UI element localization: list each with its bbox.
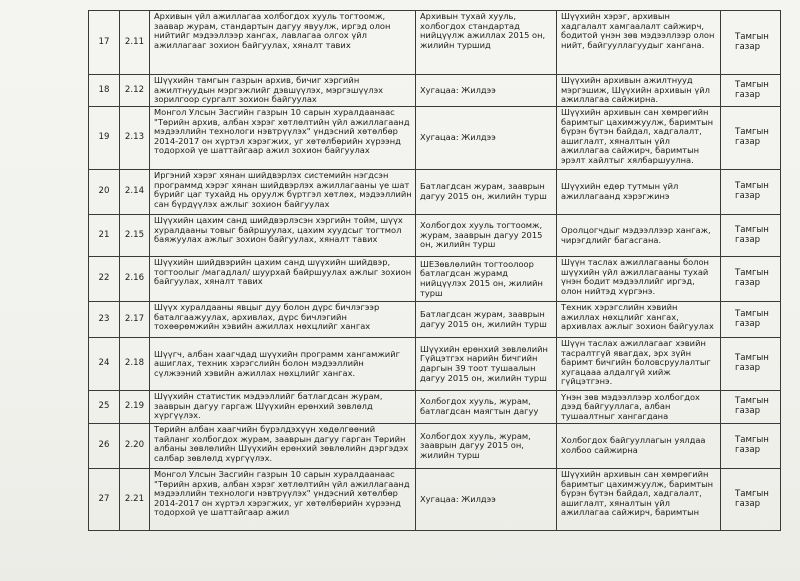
item-code: 2.21 xyxy=(120,469,150,531)
responsible-unit: Тамгын газар xyxy=(721,107,781,170)
row-number: 17 xyxy=(89,11,120,75)
row-number: 20 xyxy=(89,170,120,215)
row-number: 21 xyxy=(89,215,120,257)
source-text: Шүүхийн ерөнхий зөвлөлийн Гүйцэтгэх нарийн бичгийн даргын 39 тоот тушаалын дагуу 2015 он, жилийн турш xyxy=(416,338,557,391)
responsible-unit: Тамгын газар xyxy=(721,302,781,338)
row-number: 22 xyxy=(89,257,120,302)
responsible-unit: Тамгын газар xyxy=(721,11,781,75)
table-row xyxy=(89,107,781,170)
responsible-unit: Тамгын газар xyxy=(721,75,781,107)
table-row xyxy=(89,215,781,257)
source-text: Холбогдох хууль, журам, батлагдсан маягтын дагуу xyxy=(416,391,557,424)
item-code: 2.13 xyxy=(120,107,150,170)
responsible-unit: Тамгын газар xyxy=(721,338,781,391)
outcome-text: Үнэн зөв мэдээллээр холбогдох дээд байгууллага, албан тушаалтныг хангагдана xyxy=(557,391,721,424)
row-number: 26 xyxy=(89,424,120,469)
outcome-text: Шүүхийн архивын ажилтнууд мэргэшиж, Шүүхийн архивын үйл ажиллагаа сайжирна. xyxy=(557,75,721,107)
item-code: 2.17 xyxy=(120,302,150,338)
item-code: 2.16 xyxy=(120,257,150,302)
measure-text: Шүүхийн статистик мэдээллийг батлагдсан журам, зааврын дагуу гаргаж Шүүхийн ерөнхий зөвлөлд хүргүүлэх. xyxy=(150,391,416,424)
row-number: 27 xyxy=(89,469,120,531)
item-code: 2.14 xyxy=(120,170,150,215)
responsible-unit: Тамгын газар xyxy=(721,215,781,257)
outcome-text: Шүүхийн едөр тутмын үйл ажиллагаанд хэрэгжинэ xyxy=(557,170,721,215)
item-code: 2.19 xyxy=(120,391,150,424)
source-text: Холбогдох хууль тогтоомж, журам, зааврын дагуу 2015 он, жилийн турш xyxy=(416,215,557,257)
item-code: 2.18 xyxy=(120,338,150,391)
measure-text: Шүүгч, албан хаагчдад шүүхийн программ хангамжийг ашиглах, техник хэрэгслийн болон мэдээллийн сүлжээний хэвийн ажиллах нөхцлийг хангах. xyxy=(150,338,416,391)
source-text: Архивын тухай хууль, холбогдох стандартад нийцүүлж ажиллах 2015 он, жилийн туршид xyxy=(416,11,557,75)
outcome-text: Шүүхийн архивын сан хөмрөгийн баримтыг цахимжуулж, баримтын бүрэн бүтэн байдал, хадгалалт, ашиглалт, хяналтын үйл ажиллагаа сайжирч, баримтын xyxy=(557,469,721,531)
measure-text: Архивын үйл ажиллагаа холбогдох хууль тогтоомж, заавар журам, стандартын дагуу явуулж, иргэд олон нийтийг мэдээллээр хангах, лавлагаа олгох үйл ажиллагааг зохион байгуулах, хяналт тавих xyxy=(150,11,416,75)
action-plan-table xyxy=(88,10,781,531)
source-text: ШЕЗөвлөлийн тогтоолоор батлагдсан журамд нийцүүлэх 2015 он, жилийн турш xyxy=(416,257,557,302)
responsible-unit: Тамгын газар xyxy=(721,391,781,424)
outcome-text: Техник хэрэгслийн хэвийн ажиллах нөхцлийг хангах, архивлах ажлыг зохион байгуулах xyxy=(557,302,721,338)
table-row xyxy=(89,170,781,215)
row-number: 19 xyxy=(89,107,120,170)
item-code: 2.12 xyxy=(120,75,150,107)
outcome-text: Холбогдох байгууллагын уялдаа холбоо сайжирна xyxy=(557,424,721,469)
measure-text: Монгол Улсын Засгийн газрын 10 сарын хуралдаанаас "Төрийн архив, албан хэрэг хөтлөлтийн үйл ажиллагаанд мэдээллийн технологи нэвтрүүлэх" үндэсний хөтөлбөр 2014-2017 он хүртэл хэрэгжих, уг хөтөлбөрийн хүрээнд тодорхой үе шаттайгаар ажил xyxy=(150,469,416,531)
outcome-text: Шүүхийн архивын сан хөмрөгийн баримтыг цахимжуулж, баримтын бүрэн бүтэн байдал, хадгалалт, ашиглалт, хяналтын үйл ажиллагаа сайжирч, баримтын эрэлт хайлтыг хялбаршуулна. xyxy=(557,107,721,170)
row-number: 24 xyxy=(89,338,120,391)
item-code: 2.20 xyxy=(120,424,150,469)
item-code: 2.15 xyxy=(120,215,150,257)
measure-text: Шүүхийн тамгын газрын архив, бичиг хэргийн ажилтнуудын мэргэжлийг дэвшүүлэх, мэргэшүүлэх зорилгоор сургалт зохион байгуулах xyxy=(150,75,416,107)
source-text: Батлагдсан журам, зааврын дагуу 2015 он, жилийн турш xyxy=(416,302,557,338)
outcome-text: Оролцогчдыг мэдээллээр хангаж, чирэгдлийг багасгана. xyxy=(557,215,721,257)
measure-text: Шүүх хуралдааны явцыг дуу болон дүрс бичлэгээр баталгаажуулах, архивлах, дүрс бичлэгийн тохөөрөмжийн хэвийн ажиллах нөхцлийг хангах xyxy=(150,302,416,338)
outcome-text: Шүүн таслах ажиллагааг хэвийн тасралтгүй явагдах, эрх зүйн баримт бичгийн боловсруулалтыг хугацааа алдалгүй хийж гүйцэтгэнэ. xyxy=(557,338,721,391)
responsible-unit: Тамгын газар xyxy=(721,424,781,469)
table-row xyxy=(89,302,781,338)
item-code: 2.11 xyxy=(120,11,150,75)
row-number: 18 xyxy=(89,75,120,107)
measure-text: Монгол Улсын Засгийн газрын 10 сарын хуралдаанаас "Төрийн архив, албан хэрэг хөтлөлтийн үйл ажиллагаанд мэдээллийн технологи нэвтрүүлэх" үндэсний хөтөлбөр 2014-2017 он хүртэл хэрэгжих, уг хөтөлбөрийн хүрээнд тодорхой үе шаттайгаар ажил зохион байгуулах xyxy=(150,107,416,170)
measure-text: Шүүхийн шийдвэрийн цахим санд шүүхийн шийдвэр, тогтоолыг /магадлал/ шуурхай байршуулах ажлыг зохион байгуулах, хяналт тавих xyxy=(150,257,416,302)
measure-text: Шүүхийн цахим санд шийдвэрлэсэн хэргийн тойм, шүүх хуралдааны товыг байршуулах, цахим хуудсыг тогтмол баяжуулах ажлыг зохион байгуулах, хяналт тавих xyxy=(150,215,416,257)
source-text: Батлагдсан журам, зааврын дагуу 2015 он, жилийн турш xyxy=(416,170,557,215)
row-number: 25 xyxy=(89,391,120,424)
table-row xyxy=(89,338,781,391)
source-text: Холбогдох хууль, журам, зааврын дагуу 2015 он, жилийн турш xyxy=(416,424,557,469)
source-text: Хугацаа: Жилдээ xyxy=(416,107,557,170)
table-row xyxy=(89,75,781,107)
table-body xyxy=(89,11,781,531)
source-text: Хугацаа: Жилдээ xyxy=(416,75,557,107)
measure-text: Иргэний хэрэг хянан шийдвэрлэх системийн нэгдсэн программд хэрэг хянан шийдвэрлэх ажиллагааны үе шат бүрийг цаг тухайд нь оруулж бүртгэл хөтлөх, мэдээллийн сан бүрдүүлэх ажлыг зохион байгуулах xyxy=(150,170,416,215)
row-number: 23 xyxy=(89,302,120,338)
outcome-text: Шүүхийн хэрэг, архивын хадгалалт хамгаалалт сайжирч, бодитой үнэн зөв мэдээллээр олон нийт, байгууллагуудыг хангана. xyxy=(557,11,721,75)
table-row xyxy=(89,391,781,424)
responsible-unit: Тамгын газар xyxy=(721,469,781,531)
outcome-text: Шүүн таслах ажиллагааны болон шүүхийн үйл ажиллагааны тухай үнэн бодит мэдээллийг иргэд, олон нийтэд хүргэнэ. xyxy=(557,257,721,302)
measure-text: Төрийн албан хаагчийн бүрэлдэхүүн хөдөлгөөний тайланг холбогдох журам, зааврын дагуу гарган Төрийн албаны зөвлөлийн Шүүхийн ерөнхий зөвлөлийн дэргэдэх салбар зөвлөлд хүргүүлэх. xyxy=(150,424,416,469)
table-row xyxy=(89,257,781,302)
source-text: Хугацаа: Жилдээ xyxy=(416,469,557,531)
table-row xyxy=(89,424,781,469)
table-row xyxy=(89,11,781,75)
responsible-unit: Тамгын газар xyxy=(721,257,781,302)
table-row xyxy=(89,469,781,531)
responsible-unit: Тамгын газар xyxy=(721,170,781,215)
